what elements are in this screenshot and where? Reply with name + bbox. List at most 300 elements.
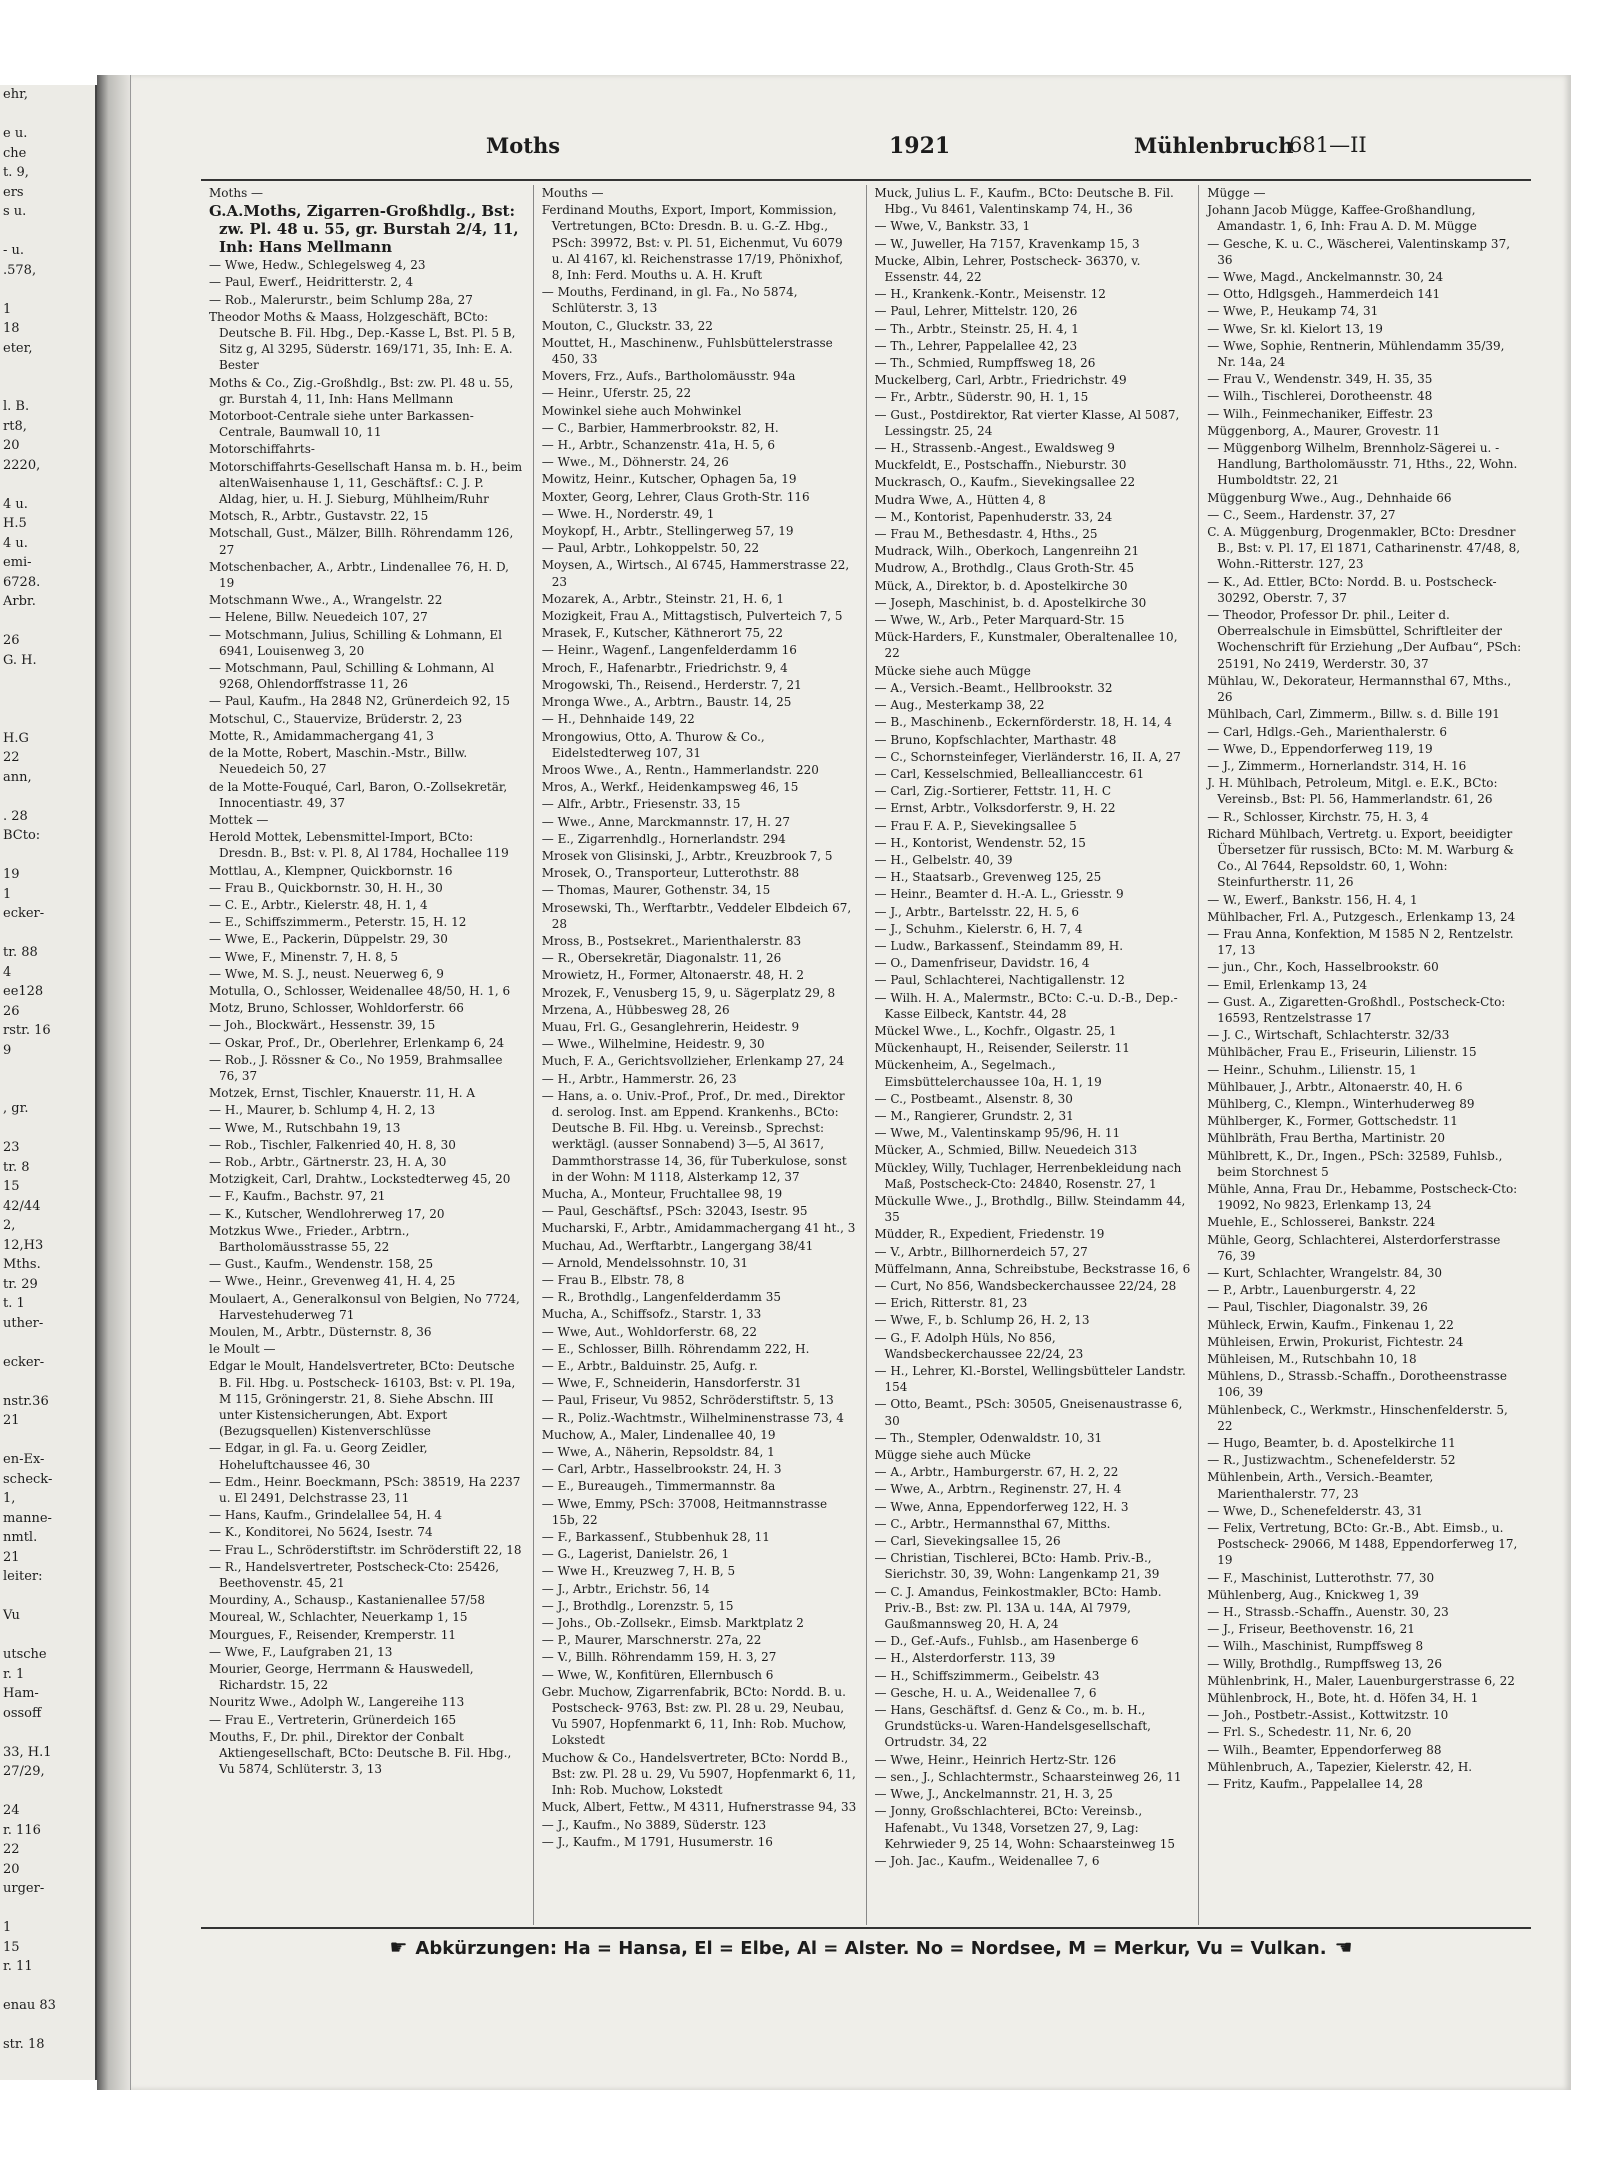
prev-page-text: 1, [3, 1491, 16, 1506]
prev-page-text: t. 9, [3, 165, 29, 180]
pointing-hand-icon: ☛ [389, 1935, 408, 1959]
directory-entry: Motz, Bruno, Schlosser, Wohldorferstr. 66 [209, 1001, 464, 1016]
prev-page-text: en-Ex- [3, 1452, 45, 1467]
column-2 [534, 185, 867, 1925]
page-header [201, 133, 1511, 173]
directory-entry: — H., Maurer, b. Schlump 4, H. 2, 13 [209, 1103, 436, 1118]
directory-entry: — Wwe, V., Bankstr. 33, 1 [874, 219, 1031, 234]
directory-entry: — H., Lehrer, Kl.-Borstel, Wellingsbütteler Landstr. 154 [874, 1364, 1186, 1395]
directory-entry: Mucharski, F., Arbtr., Amidammachergang 41 ht., 3 [541, 1221, 856, 1236]
directory-entry: — Wwe, P., Heukamp 74, 31 [1207, 304, 1379, 319]
directory-entry: — J., Arbtr., Bartelsstr. 22, H. 5, 6 [874, 904, 1079, 919]
directory-entry: — Gust., Kaufm., Wendenstr. 158, 25 [209, 1257, 434, 1272]
prev-page-text: tr. 88 [3, 945, 38, 960]
prev-page-text: r. 11 [3, 1959, 33, 1974]
directory-entry: — B., Maschinenb., Eckernförderstr. 18, H. 14, 4 [874, 715, 1172, 730]
prev-page-text: 1 [3, 301, 12, 317]
directory-entry: Muchau, Ad., Werftarbtr., Langergang 38/41 [541, 1238, 814, 1253]
directory-entry: — V., Billh. Röhrendamm 159, H. 3, 27 [541, 1650, 777, 1665]
directory-entry: Mühlenbeck, C., Werkmstr., Hinschenfelderstr. 5, 22 [1207, 1402, 1508, 1433]
directory-entry: le Moult — [209, 1342, 276, 1357]
directory-entry: — A., Versich.-Beamt., Hellbrookstr. 32 [874, 680, 1113, 695]
directory-entry: — Wwe, Aut., Wohldorferstr. 68, 22 [541, 1324, 757, 1339]
prev-page-text [0, 475, 95, 495]
directory-entry: Mucha, A., Monteur, Fruchtallee 98, 19 [541, 1186, 783, 1201]
prev-page-text: Vu [3, 1608, 20, 1623]
prev-page-text: 24 [3, 1803, 20, 1818]
directory-entry: — M., Rangierer, Grundstr. 2, 31 [874, 1108, 1074, 1123]
directory-entry: Mross, B., Postsekret., Marienthalerstr. 83 [541, 933, 802, 948]
directory-entry: — Emil, Erlenkamp 13, 24 [1207, 977, 1368, 992]
header-rule [201, 179, 1531, 181]
prev-page-text: ossoff [3, 1705, 42, 1721]
directory-entry: Motzkus Wwe., Frieder., Arbtrn., Bartholomäusstrasse 55, 22 [209, 1223, 410, 1254]
directory-entry: — Hans, Kaufm., Grindelallee 54, H. 4 [209, 1508, 443, 1523]
directory-entry: Mouton, C., Gluckstr. 33, 22 [541, 318, 713, 333]
directory-entry: — Gust., Postdirektor, Rat vierter Klasse, Al 5087, Lessingstr. 25, 24 [874, 407, 1180, 438]
directory-entry: Mücke siehe auch Mügge [874, 663, 1031, 678]
prev-page-text: 1 [3, 886, 12, 902]
directory-entry: — Otto, Beamt., PSch: 30505, Gneisenaustrasse 6, 30 [874, 1397, 1183, 1428]
directory-entry: — H., Strassenb.-Angest., Ewaldsweg 9 [874, 441, 1115, 456]
directory-entry: Mroos Wwe., A., Rentn., Hammerlandstr. 220 [541, 762, 819, 777]
directory-entry: Motschall, Gust., Mälzer, Billh. Röhrendamm 126, 27 [209, 526, 514, 557]
directory-entry: — R., Schlosser, Kirchstr. 75, H. 3, 4 [1207, 809, 1429, 824]
directory-entry: Muckfeldt, E., Postschaffn., Nieburstr. 30 [874, 458, 1127, 473]
directory-entry: — F., Kaufm., Bachstr. 97, 21 [209, 1189, 386, 1204]
directory-entry: Mucke, Albin, Lehrer, Postscheck- 36370, v. Essenstr. 44, 22 [874, 253, 1141, 285]
directory-entry: — Th., Stempler, Odenwaldstr. 10, 31 [874, 1430, 1103, 1445]
directory-entry: — Wwe, J., Anckelmannstr. 21, H. 3, 25 [874, 1787, 1113, 1802]
directory-entry: — Wilh., Feinmechaniker, Eiffestr. 23 [1207, 406, 1433, 421]
directory-entry: — Wwe, Anna, Eppendorferweg 122, H. 3 [874, 1499, 1129, 1514]
directory-entry: Motorschiffahrts-Gesellschaft Hansa m. b. H., beim altenWaisenhause 1, 11, Geschäftsf.: C. J. P. Aldag, hier, u. H. J. Sieburg, Mühlheim/Ruhr [209, 459, 523, 507]
directory-entry: Motzigkeit, Carl, Drahtw., Lockstedterweg 45, 20 [209, 1172, 511, 1187]
directory-entry: — H., Kontorist, Wendenstr. 52, 15 [874, 835, 1086, 850]
directory-entry: — Oskar, Prof., Dr., Oberlehrer, Erlenkamp 6, 24 [209, 1035, 505, 1050]
directory-entry: Mückenhaupt, H., Reisender, Seilerstr. 11 [874, 1041, 1130, 1056]
directory-entry: — J., Kaufm., No 3889, Süderstr. 123 [541, 1817, 767, 1832]
directory-entry: — C., Schornsteinfeger, Vierländerstr. 16, II. A, 27 [874, 749, 1181, 764]
prev-page-text: . 28 [3, 808, 28, 824]
directory-entry: Mühlenbein, Arth., Versich.-Beamter, Marienthalerstr. 77, 23 [1207, 1470, 1434, 1501]
column-3 [867, 185, 1200, 1925]
directory-entry: Mühlenbrink, H., Maler, Lauenburgerstrasse 6, 22 [1207, 1673, 1515, 1688]
directory-entry: — Heinr., Schuhm., Lilienstr. 15, 1 [1207, 1062, 1417, 1077]
directory-entry: Mozigkeit, Frau A., Mittagstisch, Pulverteich 7, 5 [541, 609, 843, 624]
prev-page-text [0, 1782, 95, 1802]
directory-entry: Mühlbauer, J., Arbtr., Altonaerstr. 40, H. 6 [1207, 1079, 1463, 1094]
directory-entry: Richard Mühlbach, Vertretg. u. Export, beeidigter Übersetzer für russisch, BCto: M. M. Warburg & Co., Al 7644, Repsoldstr. 60, 1, Wohn: Steinfurtherstr. 11, 26 [1207, 826, 1514, 890]
prev-page-text [0, 1626, 95, 1646]
directory-entry: — Wilh. H. A., Malermstr., BCto: C.-u. D.-B., Dep.-Kasse Eilbeck, Kantstr. 44, 28 [874, 990, 1178, 1021]
directory-entry: — C., Seem., Hardenstr. 37, 27 [1207, 507, 1396, 522]
directory-entry: Mühleisen, M., Rutschbahn 10, 18 [1207, 1352, 1417, 1367]
directory-entry: — H., Krankenk.-Kontr., Meisenstr. 12 [874, 287, 1106, 302]
directory-entry: Mügge — [1207, 186, 1266, 200]
directory-entry: — Heinr., Wagenf., Langenfelderdamm 16 [541, 643, 797, 658]
directory-entry: Motsch, R., Arbtr., Gustavstr. 22, 15 [209, 509, 429, 524]
directory-entry: — K., Ad. Ettler, BCto: Nordd. B. u. Postscheck- 30292, Oberstr. 7, 37 [1207, 574, 1497, 605]
directory-entry: Moxter, Georg, Lehrer, Claus Groth-Str. 116 [541, 489, 810, 504]
prev-page-text: Ham- [3, 1686, 39, 1701]
directory-entry: — Hugo, Beamter, b. d. Apostelkirche 11 [1207, 1436, 1456, 1451]
directory-entry: Mühlbächer, Frau E., Friseurin, Lilienstr. 15 [1207, 1045, 1477, 1060]
directory-entry: Mrosek, O., Transporteur, Lutterothstr. 88 [541, 866, 800, 881]
directory-entry: — H., Staatsarb., Grevenweg 125, 25 [874, 870, 1102, 885]
directory-entry: Mouths — [541, 186, 604, 200]
directory-entry: — Wwe, M., Rutschbahn 19, 13 [209, 1120, 401, 1135]
prev-page-text: 15 [3, 1179, 20, 1194]
directory-entry: Muchow & Co., Handelsvertreter, BCto: Nordd B., Bst: zw. Pl. 28 u. 29, Vu 5907, Hopfenmarkt 6, 11, Inh: Rob. Muchow, Lokstedt [541, 1750, 856, 1798]
directory-entry: — Felix, Vertretung, BCto: Gr.-B., Abt. Eimsb., u. Postscheck- 29066, M 1488, Eppendorferweg 17, 19 [1207, 1521, 1518, 1568]
prev-page-text: BCto: [3, 828, 41, 843]
directory-entry: — J., Brothdlg., Lorenzstr. 5, 15 [541, 1598, 734, 1613]
prev-page-text: 4 u. [3, 496, 28, 512]
prev-page-text: 12,H3 [3, 1237, 44, 1253]
directory-entry: Mühlberger, K., Former, Gottschedstr. 11 [1207, 1114, 1458, 1129]
directory-entry: — Bruno, Kopfschlachter, Marthastr. 48 [874, 732, 1117, 747]
prev-page-text: 22 [3, 1842, 20, 1857]
prev-page-text [0, 1060, 95, 1080]
prev-page-text: 9 [3, 1042, 12, 1058]
prev-page-text: 6728. [3, 574, 41, 590]
directory-entry: Mrozek, F., Venusberg 15, 9, u. Sägerplatz 29, 8 [541, 985, 836, 1000]
prev-page-text: 27/29, [3, 1764, 45, 1779]
directory-entry: Mückley, Willy, Tuchlager, Herrenbekleidung nach Maß, Postscheck-Cto: 24840, Rosenstr. 27, 1 [874, 1160, 1182, 1191]
directory-entry: — Wwe, M., Valentinskamp 95/96, H. 11 [874, 1126, 1121, 1141]
prev-page-text: 2, [3, 1218, 16, 1233]
directory-entry: — Joh., Blockwärt., Hessenstr. 39, 15 [209, 1018, 436, 1033]
prev-page-text: tr. 8 [3, 1159, 30, 1175]
prev-page-text [0, 378, 95, 398]
prev-page-text [0, 1372, 95, 1392]
prev-page-text: 20 [3, 438, 20, 453]
prev-page-text [0, 924, 95, 944]
directory-entry: Mühlenberg, Aug., Knickweg 1, 39 [1207, 1587, 1419, 1602]
directory-entry: Muck, Julius L. F., Kaufm., BCto: Deutsche B. Fil. Hbg., Vu 8461, Valentinskamp 74, H., 36 [874, 186, 1174, 217]
directory-entry: — Joh. Jac., Kaufm., Weidenallee 7, 6 [874, 1853, 1100, 1868]
directory-entry: Theodor Moths & Maass, Holzgeschäft, BCto: Deutsche B. Fil. Hbg., Dep.-Kasse L, Bst. Pl. 5 B, Sitz g, Al 3295, Süderstr. 169/171, 35, Inh: E. A. Bester [209, 309, 516, 373]
directory-entry: — Carl, Zig.-Sortierer, Fettstr. 11, H. C [874, 784, 1112, 799]
directory-entry: — Wwe., Anne, Marckmannstr. 17, H. 27 [541, 814, 791, 829]
prev-page-text: H.G [3, 730, 29, 746]
header-year: 1921 [889, 133, 951, 159]
prev-page-text: emi- [3, 555, 32, 570]
page-number: 681—II [1289, 133, 1367, 157]
directory-entry: — Th., Schmied, Rumpffsweg 18, 26 [874, 356, 1096, 371]
prev-page-text: scheck- [3, 1471, 53, 1487]
prev-page-text: ecker- [3, 906, 45, 921]
prev-page-text [0, 2016, 95, 2036]
directory-entry: Muau, Frl. G., Gesanglehrerin, Heidestr. 9 [541, 1019, 800, 1034]
directory-entry: Ferdinand Mouths, Export, Import, Kommission, Vertretungen, BCto: Dresdn. B. u. G.-Z. Hbg., PSch: 39972, Bst: v. Pl. 51, Eichenmut, Vu 6079 u. Al 4167, kl. Reichenstrasse 17/19, Phönixhof, 8, Inh: Ferd. Mouths u. A. H. Kruft [541, 203, 844, 283]
directory-entry: — Wilh., Maschinist, Rumpffsweg 8 [1207, 1639, 1424, 1654]
directory-entry: — Gesche, K. u. C., Wäscherei, Valentinskamp 37, 36 [1207, 236, 1511, 267]
prev-page-text: 18 [3, 321, 20, 336]
prev-page-text: str. 18 [3, 2037, 45, 2052]
directory-entry: Motzek, Ernst, Tischler, Knauerstr. 11, H. A [209, 1086, 476, 1101]
directory-entry: — Joseph, Maschinist, b. d. Apostelkirche 30 [874, 595, 1147, 610]
directory-entry: — Fr., Arbtr., Süderstr. 90, H. 1, 15 [874, 390, 1089, 405]
book-gutter [97, 75, 130, 2090]
directory-entry: Mrzena, A., Hübbesweg 28, 26 [541, 1002, 730, 1017]
directory-entry: — C., Postbeamt., Alsenstr. 8, 30 [874, 1091, 1073, 1106]
directory-entry: — Frau B., Elbstr. 78, 8 [541, 1273, 685, 1287]
directory-entry: — Rob., Tischler, Falkenried 40, H. 8, 30 [209, 1137, 456, 1152]
directory-entry: — Paul, Arbtr., Lohkoppelstr. 50, 22 [541, 541, 760, 556]
directory-entry: — Frau Anna, Konfektion, M 1585 N 2, Rentzelstr. 17, 13 [1207, 926, 1514, 958]
directory-entry: Mückulle Wwe., J., Brothdlg., Billw. Steindamm 44, 35 [874, 1193, 1186, 1225]
directory-entry: Motschmann Wwe., A., Wrangelstr. 22 [209, 593, 443, 608]
directory-entry: — H., Alsterdorferstr. 113, 39 [874, 1651, 1056, 1666]
directory-entry: — Helene, Billw. Neuedeich 107, 27 [209, 610, 428, 625]
directory-entry: — Frau V., Wendenstr. 349, H. 35, 35 [1207, 372, 1433, 387]
directory-entry: — R., Justizwachtm., Schenefelderstr. 52 [1207, 1453, 1456, 1468]
directory-entry: — Wwe, Sr. kl. Kielort 13, 19 [1207, 321, 1383, 336]
prev-page-text [0, 222, 95, 242]
directory-entry: — Frau L., Schröderstiftstr. im Schröderstift 22, 18 [209, 1542, 522, 1557]
directory-entry: Mudra Wwe, A., Hütten 4, 8 [874, 492, 1046, 507]
prev-page-text: eter, [3, 340, 33, 356]
directory-entry: — D., Gef.-Aufs., Fuhlsb., am Hasenberge 6 [874, 1634, 1139, 1649]
directory-entry: — C. E., Arbtr., Kielerstr. 48, H. 1, 4 [209, 897, 428, 912]
directory-entry: — E., Bureaugeh., Timmermannstr. 8a [541, 1479, 776, 1494]
directory-entry: — Edgar, in gl. Fa. u. Georg Zeidler, Hoheluftchaussee 46, 30 [209, 1441, 428, 1472]
directory-entry: Müffelmann, Anna, Schreibstube, Beckstrasse 16, 6 [874, 1261, 1191, 1276]
directory-entry: — Frl. S., Schedestr. 11, Nr. 6, 20 [1207, 1725, 1412, 1740]
prev-page-text: e u. [3, 126, 28, 141]
directory-entry: — F., Maschinist, Lutterothstr. 77, 30 [1207, 1570, 1435, 1585]
prev-page-text [0, 709, 95, 729]
prev-page-text [0, 358, 95, 378]
directory-entry: — E., Arbtr., Balduinstr. 25, Aufg. r. [541, 1359, 758, 1374]
directory-entry: Mudrow, A., Brothdlg., Claus Groth-Str. 45 [874, 561, 1135, 576]
directory-entry: — Paul, Ewerf., Heidritterstr. 2, 4 [209, 275, 414, 290]
directory-entry: Mouttet, H., Maschinenw., Fuhlsbüttelerstrasse 450, 33 [541, 335, 833, 367]
prev-page-text: utsche [3, 1647, 47, 1662]
prev-page-text: ecker- [3, 1354, 45, 1370]
abbreviations-footer [231, 1935, 1511, 1959]
prev-page-text: tr. 29 [3, 1276, 38, 1292]
directory-entry: — Wwe, M. S. J., neust. Neuerweg 6, 9 [209, 966, 444, 981]
directory-entry: Mowitz, Heinr., Kutscher, Ophagen 5a, 19 [541, 472, 797, 487]
directory-entry: — E., Zigarrenhdlg., Hornerlandstr. 294 [541, 831, 786, 846]
directory-entry: — Theodor, Professor Dr. phil., Leiter d. Oberrealschule in Eimsbüttel, Schriftleiter der Wochenschrift für Erziehung „Der Aufbau“, PSch: 25191, No 2419, Werderstr. 30, 37 [1207, 608, 1522, 671]
directory-entry: — R., Poliz.-Wachtmstr., Wilhelminenstrasse 73, 4 [541, 1410, 844, 1425]
prev-page-text: 2220, [3, 457, 41, 473]
directory-entry: Mügge siehe auch Mücke [874, 1448, 1031, 1463]
directory-entry: — Carl, Hdlgs.-Geh., Marienthalerstr. 6 [1207, 724, 1448, 739]
directory-entry: Mrongowius, Otto, A. Thurow & Co., Eidelstedterweg 107, 31 [541, 729, 765, 760]
directory-entry: Movers, Frz., Aufs., Bartholomäusstr. 94a [541, 369, 796, 384]
directory-entry: — Wwe, F., Schneiderin, Hansdorferstr. 31 [541, 1376, 802, 1391]
directory-entry: — H., Arbtr., Hammerstr. 26, 23 [541, 1071, 737, 1086]
directory-entry: Müggenborg, A., Maurer, Grovestr. 11 [1207, 423, 1441, 438]
directory-entry: Mühlbacher, Frl. A., Putzgesch., Erlenkamp 13, 24 [1207, 909, 1516, 924]
directory-entry: — Heinr., Beamter d. H.-A. L., Griesstr. 9 [874, 887, 1124, 902]
directory-entry: — C., Barbier, Hammerbrookstr. 82, H. [541, 420, 779, 435]
directory-entry: — Otto, Hdlgsgeh., Hammerdeich 141 [1207, 287, 1441, 302]
prev-page-text: s u. [3, 204, 27, 219]
directory-entry: Edgar le Moult, Handelsvertreter, BCto: Deutsche B. Fil. Hbg. u. Postscheck- 16103, Bst: v. Pl. 19a, M 115, Gröningerstr. 21, 8. Siehe Abschn. III unter Kistensicherungen, Abt. Export (Bezugsquellen) Kistenverschlüsse [209, 1359, 516, 1439]
directory-entry: — Paul, Lehrer, Mittelstr. 120, 26 [874, 304, 1078, 319]
directory-entry: Mühlens, D., Strassb.-Schaffn., Dorotheenstrasse 106, 39 [1207, 1369, 1507, 1400]
prev-page-text: 15 [3, 1939, 20, 1955]
directory-entry: Mottek — [209, 812, 269, 827]
prev-page-text: G. H. [3, 652, 37, 668]
directory-entry: Müggenburg Wwe., Aug., Dehnhaide 66 [1207, 490, 1452, 505]
directory-entry: — G., Lagerist, Danielstr. 26, 1 [541, 1547, 730, 1562]
directory-entry: — Hans, a. o. Univ.-Prof., Prof., Dr. med., Direktor d. serolog. Inst. am Eppend. Krankenhs., BCto: Deutsche B. Fil. Hbg. u. Vereinsb., Sprechst: werktägl. (ausser Sonnabend) 3—5, Al 3617, Dammthorstrasse 14, 36, für Tuberkulose, sonst in der Wohn: M 1118, Alsterkamp 12, 37 [541, 1088, 847, 1184]
directory-entry: J. H. Mühlbach, Petroleum, Mitgl. e. E.K., BCto: Vereinsb., Bst: Pl. 56, Hammerlandstr. 61, 26 [1207, 776, 1498, 807]
prev-page-text: r. 116 [3, 1822, 41, 1838]
directory-entry: — Jonny, Großschlachterei, BCto: Vereinsb., Hafenabt., Vu 1348, Vorsetzen 27, 9, Lag: Kehrwieder 9, 25 14, Wohn: Schaarsteinweg 15 [874, 1804, 1176, 1851]
directory-entry: — Edm., Heinr. Boeckmann, PSch: 38519, Ha 2237 u. El 2491, Delchstrasse 23, 11 [209, 1474, 521, 1506]
directory-entry: Mucha, A., Schiffsofz., Starstr. 1, 33 [541, 1307, 762, 1322]
directory-entry: — R., Handelsvertreter, Postscheck-Cto: 25426, Beethovenstr. 45, 21 [209, 1559, 500, 1591]
directory-entry: — J., Arbtr., Erichstr. 56, 14 [541, 1581, 710, 1596]
directory-entry: — Motschmann, Paul, Schilling & Lohmann, Al 9268, Ohlendorffstrasse 11, 26 [209, 661, 495, 692]
directory-entry: Mrosewski, Th., Werftarbtr., Veddeler Elbdeich 67, 28 [541, 900, 852, 931]
directory-entry: — Paul, Geschäftsf., PSch: 32043, Isestr. 95 [541, 1204, 808, 1219]
directory-entry: — Wwe, F., Laufgraben 21, 13 [209, 1644, 393, 1659]
directory-entry: — Wwe H., Kreuzweg 7, H. B, 5 [541, 1564, 736, 1579]
directory-entry: — Wwe, F., Minenstr. 7, H. 8, 5 [209, 949, 399, 964]
directory-entry: Mozarek, A., Arbtr., Steinstr. 21, H. 6, 1 [541, 591, 784, 606]
directory-entry: — J. C., Wirtschaft, Schlachterstr. 32/33 [1207, 1028, 1450, 1043]
prev-page-text: H.5 [3, 516, 27, 531]
directory-entry: Moysen, A., Wirtsch., Al 6745, Hammerstrasse 22, 23 [541, 558, 850, 589]
prev-page-text: che [3, 145, 27, 161]
directory-entry: — Wwe, D., Eppendorferweg 119, 19 [1207, 741, 1433, 756]
header-right-keyword: Mühlenbruch [1134, 133, 1294, 158]
prev-page-text [0, 690, 95, 710]
prev-page-text: r. 1 [3, 1666, 25, 1682]
directory-entry: — Wwe. H., Norderstr. 49, 1 [541, 506, 715, 521]
directory-entry: Mros, A., Werkf., Heidenkampsweg 46, 15 [541, 780, 799, 795]
prev-page-text [0, 1080, 95, 1100]
directory-entry: — Wwe, E., Packerin, Düppelstr. 29, 30 [209, 932, 448, 947]
directory-entry: — Carl, Sievekingsallee 15, 26 [874, 1534, 1061, 1549]
directory-entry: Muckelberg, Carl, Arbtr., Friedrichstr. 49 [874, 373, 1127, 388]
directory-entry: Mourgues, F., Reisender, Kremperstr. 11 [209, 1627, 456, 1642]
directory-entry: — K., Kutscher, Wendlohrerweg 17, 20 [209, 1206, 445, 1221]
directory-entry: — G., F. Adolph Hüls, No 856, Wandsbeckerchaussee 22/24, 23 [874, 1330, 1084, 1361]
directory-entry: — Frau F. A. P., Sievekingsallee 5 [874, 818, 1077, 833]
directory-entry: Mrogowski, Th., Reisend., Herderstr. 7, 21 [541, 677, 802, 692]
directory-entry: — Rob., Malerurstr., beim Schlump 28a, 27 [209, 292, 473, 307]
prev-page-text: 42/44 [3, 1198, 41, 1214]
directory-entry: Muckrasch, O., Kaufm., Sievekingsallee 22 [874, 475, 1136, 490]
directory-entry: Mückenheim, A., Segelmach., Eimsbüttelerchaussee 10a, H. 1, 19 [874, 1058, 1102, 1089]
prev-page-text: 21 [3, 1413, 20, 1428]
directory-entry: — H., Gelbelstr. 40, 39 [874, 852, 1013, 867]
prev-page-text: 20 [3, 1861, 20, 1877]
directory-entry: — Paul, Tischler, Diagonalstr. 39, 26 [1207, 1300, 1428, 1315]
directory-entry: — Wwe, Sophie, Rentnerin, Mühlendamm 35/39, Nr. 14a, 24 [1207, 338, 1505, 370]
directory-entry: — Wwe, D., Schenefelderstr. 43, 31 [1207, 1503, 1423, 1518]
directory-entry: Mühleck, Erwin, Kaufm., Finkenau 1, 22 [1207, 1317, 1454, 1332]
prev-page-text: ee128 [3, 984, 44, 999]
prev-page-text: 1 [3, 1920, 12, 1935]
directory-entry: Moths — [209, 186, 264, 200]
directory-entry: Nouritz Wwe., Adolph W., Langereihe 113 [209, 1695, 465, 1710]
directory-entry: — Wwe, W., Konfitüren, Ellernbusch 6 [541, 1667, 774, 1682]
directory-entry: — Wwe, Hedw., Schlegelsweg 4, 23 [209, 258, 426, 273]
directory-entry: — Paul, Schlachterei, Nachtigallenstr. 12 [874, 973, 1125, 988]
directory-entry: — V., Arbtr., Billhornerdeich 57, 27 [874, 1244, 1088, 1259]
directory-entry: — Frau M., Bethesdastr. 4, Hths., 25 [874, 527, 1098, 542]
prev-page-text: rstr. 16 [3, 1023, 51, 1038]
directory-entry: — Carl, Kesselschmied, Belleallianccestr. 61 [874, 766, 1145, 781]
directory-entry: — Christian, Tischlerei, BCto: Hamb. Priv.-B., Sierichstr. 30, 39, Wohn: Langenkamp 21, 39 [874, 1551, 1160, 1582]
directory-entry: — Wwe, Magd., Anckelmannstr. 30, 24 [1207, 270, 1444, 285]
directory-entry: — Rob., J. Rössner & Co., No 1959, Brahmsallee 76, 37 [209, 1052, 503, 1083]
directory-entry: — H., Arbtr., Schanzenstr. 41a, H. 5, 6 [541, 438, 776, 453]
directory-entry: — K., Konditorei, No 5624, Isestr. 74 [209, 1525, 433, 1540]
directory-entry: — W., Ewerf., Bankstr. 156, H. 4, 1 [1207, 892, 1418, 907]
directory-entry: Mück, A., Direktor, b. d. Apostelkirche 30 [874, 578, 1128, 593]
prev-page-text: ehr, [3, 87, 28, 102]
directory-entry: — sen., J., Schlachtermstr., Schaarsteinweg 26, 11 [874, 1769, 1182, 1784]
prev-page-text [0, 846, 95, 866]
directory-entry: — Wwe., Heinr., Grevenweg 41, H. 4, 25 [209, 1274, 456, 1289]
directory-entry: — Ludw., Barkassenf., Steindamm 89, H. [874, 938, 1124, 953]
directory-entry: Mühleisen, Erwin, Prokurist, Fichtestr. 24 [1207, 1334, 1464, 1349]
directory-entry: Moureal, W., Schlachter, Neuerkamp 1, 15 [209, 1610, 468, 1625]
prev-page-text: 21 [3, 1549, 20, 1565]
directory-entry: de la Motte, Robert, Maschin.-Mstr., Billw. Neuedeich 50, 27 [209, 746, 468, 777]
directory-entry: Mühle, Georg, Schlachterei, Alsterdorferstrasse 76, 39 [1207, 1232, 1501, 1263]
directory-entry: — Fritz, Kaufm., Pappelallee 14, 28 [1207, 1777, 1423, 1792]
prev-page-text: nstr.36 [3, 1393, 49, 1409]
directory-columns [201, 185, 1531, 1925]
directory-entry: Mühlbräth, Frau Bertha, Martinistr. 20 [1207, 1131, 1446, 1146]
directory-entry: — C., Arbtr., Hermannsthal 67, Mitths. [874, 1516, 1111, 1531]
directory-entry: — Alfr., Arbtr., Friesenstr. 33, 15 [541, 797, 741, 812]
directory-entry: Moulen, M., Arbtr., Düsternstr. 8, 36 [209, 1325, 432, 1339]
directory-entry: — Aug., Mesterkamp 38, 22 [874, 698, 1045, 713]
directory-entry: — W., Juweller, Ha 7157, Kravenkamp 15, 3 [874, 236, 1140, 251]
directory-entry: — Müggenborg Wilhelm, Brennholz-Sägerei u. -Handlung, Bartholomäusstr. 71, Hths., 22, Wohn. Humboldtstr. 22, 21 [1207, 441, 1518, 488]
directory-entry: Mrowietz, H., Former, Altonaerstr. 48, H. 2 [541, 968, 804, 983]
directory-entry: — J., Friseur, Beethovenstr. 16, 21 [1207, 1622, 1415, 1637]
prev-page-text [0, 612, 95, 632]
directory-entry: — Gesche, H. u. A., Weidenallee 7, 6 [874, 1685, 1097, 1700]
directory-entry: — Erich, Ritterstr. 81, 23 [874, 1296, 1028, 1311]
directory-entry: Mückel Wwe., L., Kochfr., Olgastr. 25, 1 [874, 1023, 1117, 1038]
directory-entry: — H., Schiffszimmerm., Geibelstr. 43 [874, 1668, 1100, 1683]
prev-page-text: t. 1 [3, 1296, 25, 1311]
directory-entry: G.A.Moths, Zigarren-Großhdlg., Bst: zw. Pl. 48 u. 55, gr. Burstah 2/4, 11, Inh: Hans Mellmann [209, 202, 519, 257]
directory-entry: — Wwe, W., Arb., Peter Marquard-Str. 15 [874, 613, 1125, 628]
directory-entry: Mück-Harders, F., Kunstmaler, Oberaltenallee 10, 22 [874, 630, 1178, 661]
directory-entry: Herold Mottek, Lebensmittel-Import, BCto: Dresdn. B., Bst: v. Pl. 8, Al 1784, Hochallee 119 [209, 830, 509, 861]
directory-entry: C. A. Müggenburg, Drogenmakler, BCto: Dresdner B., Bst: v. Pl. 17, El 1871, Catharinenstr. 47/48, 8, Wohn.-Ritterstr. 127, 23 [1207, 525, 1521, 572]
directory-entry: — J., Kaufm., M 1791, Husumerstr. 16 [541, 1834, 773, 1849]
prev-page-text: .578, [3, 262, 37, 278]
directory-entry: — J., Schuhm., Kielerstr. 6, H. 7, 4 [874, 921, 1083, 936]
prev-page-text [0, 1723, 95, 1743]
column-1 [201, 185, 534, 1925]
directory-entry: Mühle, Anna, Frau Dr., Hebamme, Postscheck-Cto: 19092, No 9823, Erlenkamp 13, 24 [1207, 1181, 1518, 1213]
prev-page-text [0, 105, 95, 125]
directory-entry: — R., Brothdlg., Langenfelderdamm 35 [541, 1290, 781, 1305]
prev-page-text: l. B. [3, 399, 30, 414]
directory-entry: Mourdiny, A., Schausp., Kastanienallee 57/58 [209, 1593, 486, 1608]
prev-page-text [0, 787, 95, 807]
